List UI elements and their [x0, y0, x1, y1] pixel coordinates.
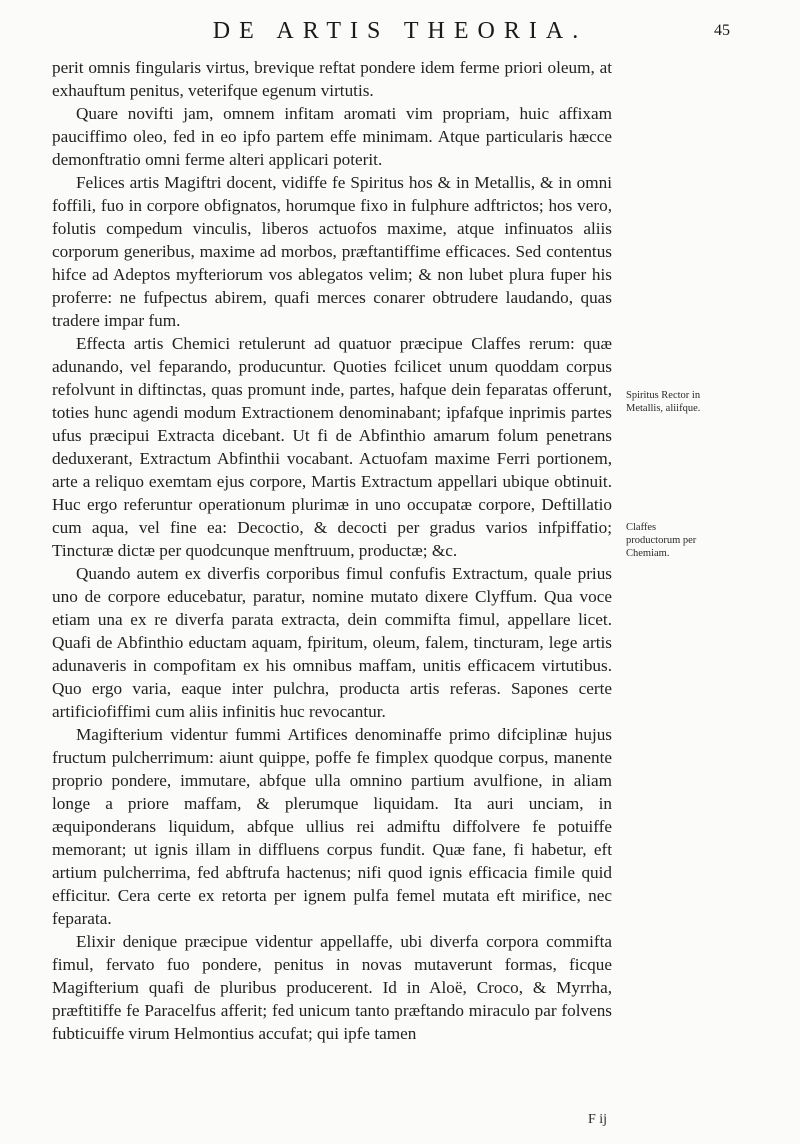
main-text [52, 56, 612, 1045]
page-number: 45 [714, 22, 730, 39]
paragraph-6: Magifterium videntur fummi Artifices denominaffe primo difciplinæ hujus fructum pulcherrimum: aiunt quippe, poffe fe fimplex quodque corpus, manente proprio pondere, immutare, abfque ulla omnino partium avulfione, in aliam longe a priore maffam, & plerumque liquidam. Ita auri unciam, in æquiponderans liquidum, abfque ullius rei admiftu diffolvere fe potuiffe memorant; ut ignis illam in diffluens corpus fundit. Quæ fane, fi habetur, eft artium pulcherrima, fed abftrufa hactenus; nifi quod ignis efficacia fimile quid efficitur. Cera certe ex retorta per ignem pulfa femel mutata eft mirifice, nec feparata. [52, 725, 612, 928]
running-head [80, 18, 730, 48]
margin-note-classes-productorum: Claffes productorum per Chemiam. [626, 522, 697, 559]
paragraph-7: Elixir denique præcipue videntur appellaffe, ubi diverfa corpora commifta fimul, fervato fuo pondere, penitus in novas mutaverunt formas, ficque Magifterium quafi de pluribus producerent. Id in Aloë, Croco, & Myrrha, præftitiffe fe Paracelfus afferit; fed unicum tanto præftando miraculo par folvens fubticuiffe virum Helmontius accufat; qui ipfe tamen [52, 932, 612, 1043]
signature-mark: F ij [588, 1112, 608, 1127]
paragraph-5: Quando autem ex diverfis corporibus fimul confufis Extractum, quale prius uno de corpore educebatur, paratur, nomine mutato dixere Clyffum. Qua voce etiam una ex re diverfa parata extracta, dein commifta fimul, appellare licet. Quafi de Abfinthio eductam aquam, fpiritum, oleum, falem, tincturam, lege artis adunaveris in compofitam ex his omnibus maffam, unitis efficacem virtutibus. Quo ergo varia, eaque inter pulchra, producta artis referas. Sapones certe artificiofiffimi cum aliis infinitis huc revocantur. [52, 564, 612, 721]
paragraph-1: perit omnis fingularis virtus, brevique reftat pondere idem ferme priori oleum, at exhauftum penitus, veterifque egenum virtutis. [52, 58, 612, 100]
paragraph-3: Felices artis Magiftri docent, vidiffe fe Spiritus hos & in Metallis, & in omni foffili, fuo in corpore obfignatos, horumque fixo in fulphure adftrictos; hos vero, folutis compedum vinculis, liberos actuofos maxime, atque infinuatos aliis corporum generibus, maxime ad morbos, præftantiffime efficaces. Sed contentus hifce ad Adeptos myfteriorum vos ablegatos velim; & non lubet plura fuper his proferre: ne fufpectus abirem, quafi merces conarer obtrudere laudando, quas tradere impar fum. [52, 173, 612, 330]
paragraph-2: Quare novifti jam, omnem infitam aromati vim propriam, huic affixam pauciffimo oleo, fed in eo ipfo partem effe minimam. Atque particularis hæcce demonftratio omni ferme alteri applicari poterit. [52, 104, 612, 169]
margin-note-spiritus-rector: Spiritus Rector in Metallis, aliifque. [626, 390, 701, 414]
running-title: DE ARTIS THEORIA. [212, 18, 588, 44]
paragraph-4: Effecta artis Chemici retulerunt ad quatuor præcipue Claffes rerum: quæ adunando, vel feparando, producuntur. Quoties fcilicet unum quoddam corpus refolvunt in diftinctas, quas promunt inde, partes, hafque dein feparatas offerunt, toties hunc agendi modum Extractionem denominabant; ipfafque inprimis partes ufus præcipui Extracta dicebant. Ut fi de Abfinthio amarum folum penetrans deduxerant, Extractum Abfinthii vocabant. Actuofam maxime Ferri portionem, arte a reliquo exemtam ejus corpore, Martis Extractum appellari ubique obtinuit. Huc ergo referuntur operationum plurimæ in uno occupatæ corpore, Deftillatio cum aqua, vel fine ea: Decoctio, & decocti per gradus varios infpiffatio; Tincturæ dictæ per quodcunque menftruum, productæ; &c. [52, 334, 612, 560]
